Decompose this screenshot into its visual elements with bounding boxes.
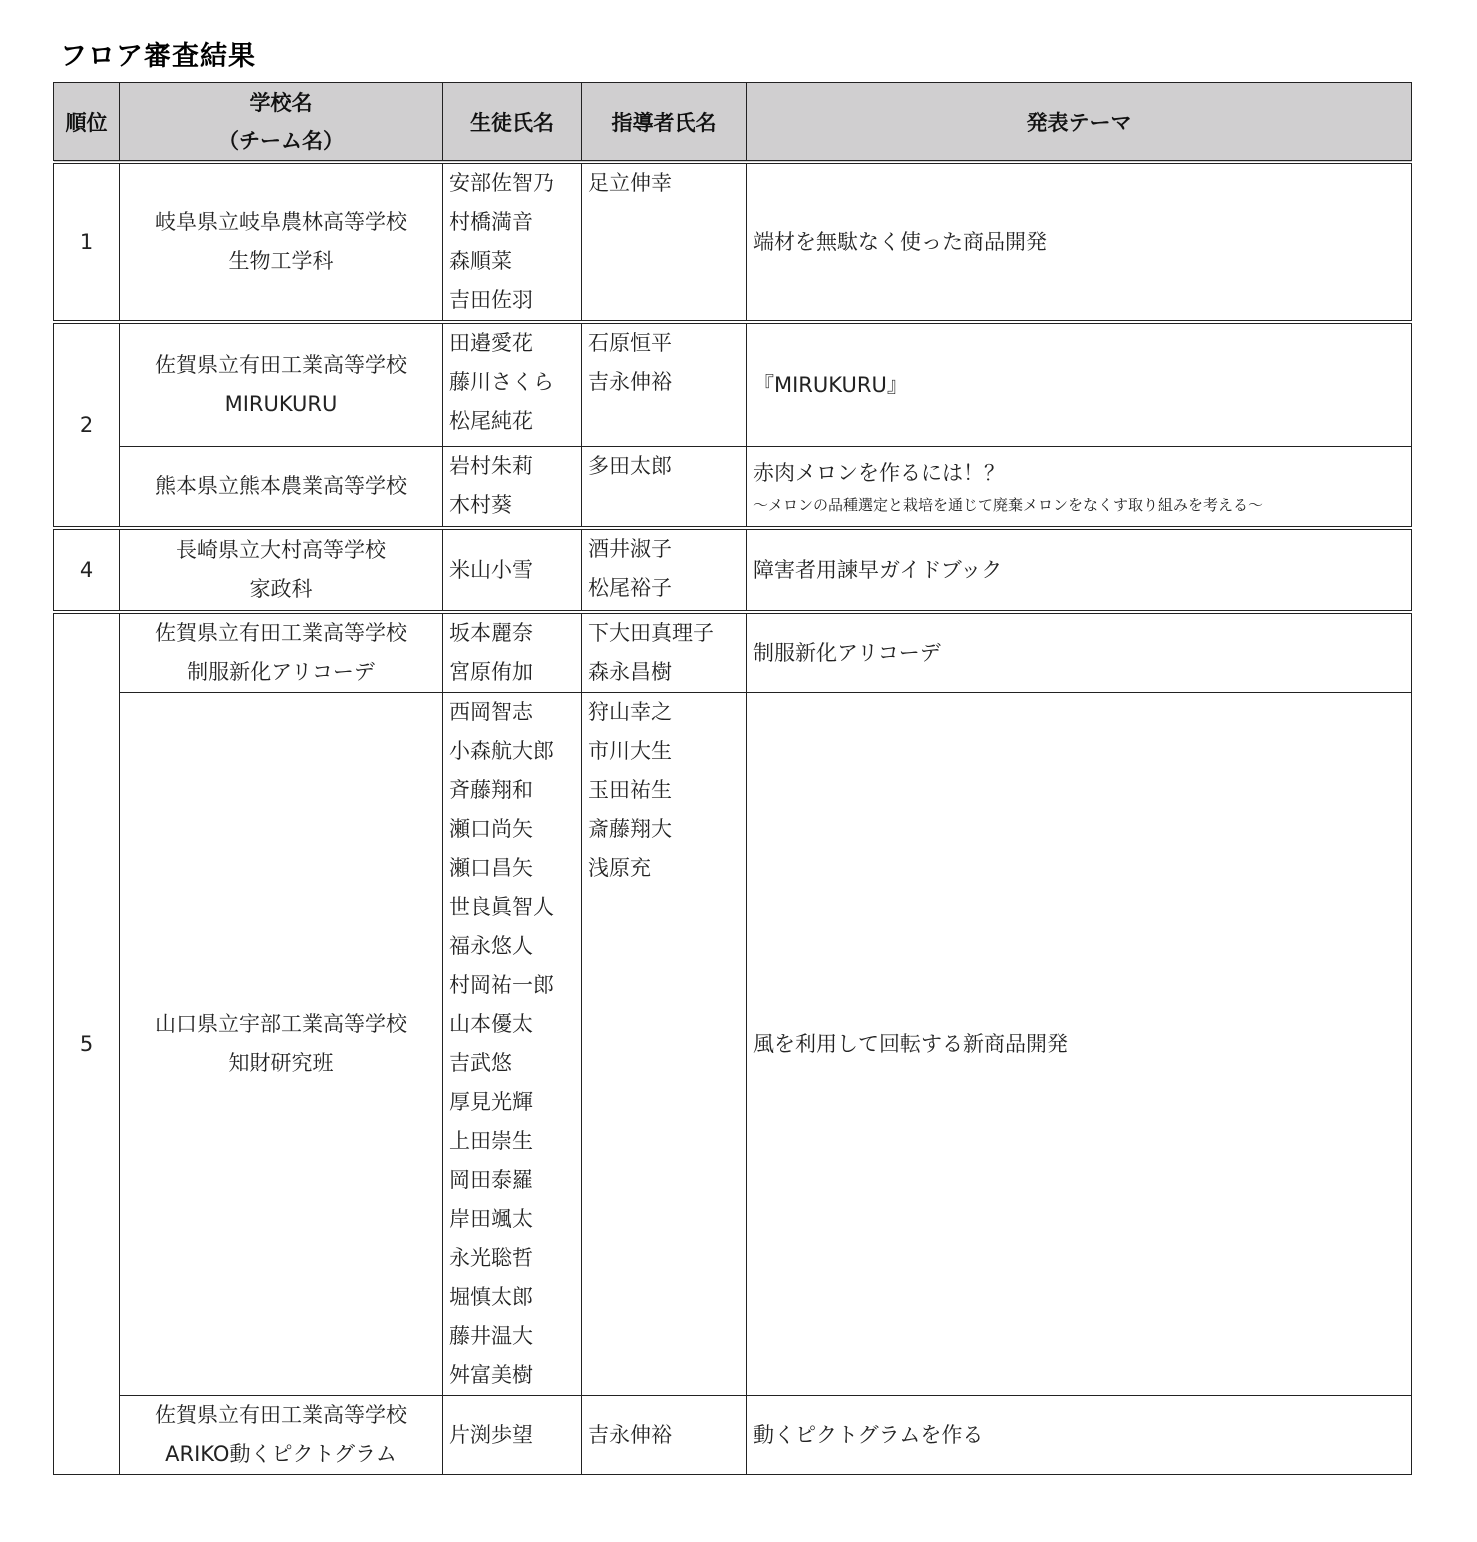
theme-cell	[747, 162, 1412, 322]
advisor-name: 斎藤翔大	[588, 817, 672, 841]
theme-text: 赤肉メロンを作るには！？	[753, 461, 1005, 486]
theme-text: 制服新化アリコーデ	[753, 641, 941, 665]
advisor-name: 足立伸幸	[588, 171, 672, 195]
student-name: 堀慎太郎	[449, 1285, 533, 1309]
results-table	[53, 82, 1412, 1475]
advisors-cell	[582, 612, 747, 693]
students-cell	[443, 162, 582, 322]
advisor-name: 吉永伸裕	[588, 1422, 672, 1447]
team-name: ARIKO動くピクトグラム	[165, 1442, 397, 1466]
student-name: 福永悠人	[449, 934, 533, 958]
theme-cell	[747, 1396, 1412, 1475]
students-cell	[443, 1396, 582, 1475]
header-advisors: 指導者氏名	[582, 83, 747, 163]
table-row	[54, 528, 1412, 612]
student-name: 岸田颯太	[449, 1207, 533, 1231]
header-school	[120, 83, 443, 163]
theme-text: 端材を無駄なく使った商品開発	[753, 230, 1047, 254]
table-row	[54, 693, 1412, 1396]
student-name: 安部佐智乃	[449, 171, 554, 195]
school-cell	[120, 162, 443, 322]
school-name: 山口県立宇部工業高等学校	[155, 1012, 407, 1036]
team-name: 制服新化アリコーデ	[187, 660, 375, 684]
theme-text: 障害者用諫早ガイドブック	[753, 558, 1003, 582]
student-name: 田邉愛花	[449, 331, 533, 355]
student-name: 吉武悠	[449, 1051, 512, 1075]
student-name: 森順菜	[449, 249, 512, 273]
advisor-name: 浅原充	[588, 856, 651, 880]
rank-cell: 5	[54, 612, 120, 1475]
table-row	[54, 322, 1412, 446]
advisor-name: 松尾裕子	[588, 576, 672, 600]
advisor-name: 石原恒平	[588, 331, 672, 355]
student-name: 村橋満音	[449, 210, 533, 234]
student-name: 斉藤翔和	[449, 778, 533, 802]
students-cell	[443, 528, 582, 612]
team-name: 家政科	[249, 577, 313, 601]
student-name: 厚見光輝	[449, 1090, 533, 1114]
school-name: 佐賀県立有田工業高等学校	[155, 1403, 407, 1427]
table-row	[54, 1396, 1412, 1475]
school-cell	[120, 693, 443, 1396]
student-name: 岡田泰羅	[449, 1168, 533, 1192]
school-cell	[120, 1396, 443, 1475]
theme-text: 風を利用して回転する新商品開発	[753, 1032, 1068, 1056]
table-row	[54, 446, 1412, 528]
student-name: 世良眞智人	[449, 895, 554, 919]
advisor-name: 森永昌樹	[588, 660, 672, 684]
advisors-cell	[582, 322, 747, 446]
theme-cell	[747, 612, 1412, 693]
student-name: 藤井温大	[449, 1324, 533, 1348]
theme-cell	[747, 322, 1412, 446]
advisor-name: 多田太郎	[588, 453, 672, 478]
school-name: 長崎県立大村高等学校	[176, 538, 386, 562]
advisor-name: 吉永伸裕	[588, 370, 672, 394]
student-name: 木村葵	[449, 492, 512, 517]
header-rank: 順位	[54, 83, 120, 163]
student-name: 村岡祐一郎	[449, 973, 554, 997]
theme-text: 動くピクトグラムを作る	[753, 1423, 984, 1447]
student-name: 宮原侑加	[449, 660, 533, 684]
rank-cell: 2	[54, 322, 120, 528]
advisors-cell	[582, 1396, 747, 1475]
school-name: 熊本県立熊本農業高等学校	[155, 473, 407, 498]
theme-cell	[747, 693, 1412, 1396]
table-row	[54, 162, 1412, 322]
student-name: 片渕歩望	[449, 1422, 533, 1447]
advisors-cell	[582, 693, 747, 1396]
students-cell	[443, 693, 582, 1396]
student-name: 米山小雪	[449, 557, 533, 582]
student-name: 吉田佐羽	[449, 288, 533, 312]
theme-text: 『MIRUKURU』	[753, 372, 908, 397]
students-cell	[443, 446, 582, 528]
student-name: 松尾純花	[449, 409, 533, 433]
student-name: 瀬口尚矢	[449, 817, 533, 841]
advisors-cell	[582, 446, 747, 528]
theme-cell	[747, 446, 1412, 528]
team-name: 生物工学科	[228, 249, 334, 273]
advisor-name: 玉田祐生	[588, 778, 672, 802]
advisor-name: 狩山幸之	[588, 700, 672, 724]
school-name: 佐賀県立有田工業高等学校	[155, 621, 407, 645]
header-school-line2: （チーム名）	[218, 128, 344, 153]
theme-subtitle: ～メロンの品種選定と栽培を通じて廃棄メロンをなくす取り組みを考える～	[753, 496, 1264, 515]
advisor-name: 市川大生	[588, 739, 672, 763]
advisors-cell	[582, 162, 747, 322]
student-name: 瀬口昌矢	[449, 856, 533, 880]
student-name: 上田崇生	[449, 1129, 533, 1153]
advisor-name: 下大田真理子	[588, 621, 714, 645]
rank-cell: 4	[54, 528, 120, 612]
school-name: 佐賀県立有田工業高等学校	[155, 352, 407, 377]
school-cell	[120, 612, 443, 693]
team-name: 知財研究班	[228, 1051, 334, 1075]
header-theme: 発表テーマ	[747, 83, 1412, 163]
student-name: 山本優太	[449, 1012, 533, 1036]
student-name: 岩村朱莉	[449, 453, 533, 478]
student-name: 舛富美樹	[449, 1363, 533, 1387]
school-cell	[120, 528, 443, 612]
student-name: 西岡智志	[449, 700, 533, 724]
header-row	[54, 83, 1412, 163]
school-cell	[120, 446, 443, 528]
school-cell	[120, 322, 443, 446]
team-name: MIRUKURU	[224, 391, 338, 416]
school-name: 岐阜県立岐阜農林高等学校	[155, 210, 407, 234]
table-row	[54, 612, 1412, 693]
header-students: 生徒氏名	[443, 83, 582, 163]
students-cell	[443, 612, 582, 693]
student-name: 藤川さくら	[449, 370, 554, 394]
advisors-cell	[582, 528, 747, 612]
rank-cell: 1	[54, 162, 120, 322]
advisor-name: 酒井淑子	[588, 537, 672, 561]
student-name: 坂本麗奈	[449, 621, 533, 645]
header-school-line1: 学校名	[249, 90, 313, 115]
students-cell	[443, 322, 582, 446]
theme-cell	[747, 528, 1412, 612]
student-name: 小森航大郎	[449, 739, 554, 763]
page-title: フロア審査結果	[60, 41, 256, 72]
student-name: 永光聡哲	[449, 1246, 533, 1270]
